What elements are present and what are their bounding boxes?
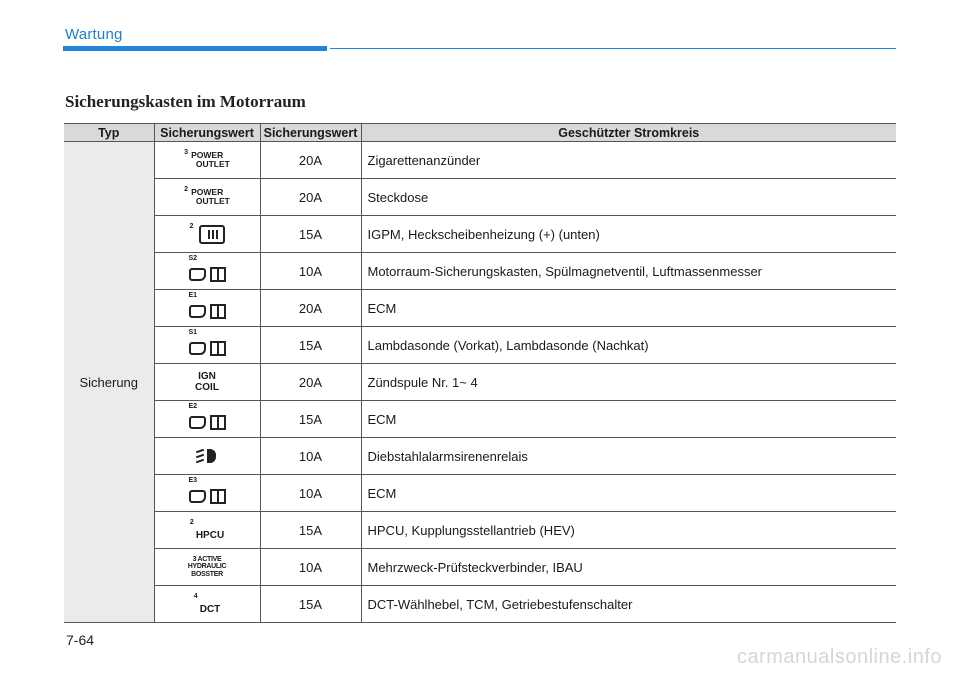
protected-circuit: Diebstahlalarmsirenenrelais [361,438,896,475]
fuse-symbol-cell [154,142,260,179]
fuse-symbol-cell [154,401,260,438]
column-header-fuse-symbol: Sicherungswert [154,124,260,142]
page-heading: Sicherungskasten im Motorraum [65,92,306,111]
protected-circuit: ECM [361,290,896,327]
fuse-symbol-cell [154,475,260,512]
fuse-rating: 20A [260,179,361,216]
protected-circuit: DCT-Wählhebel, TCM, Getriebestufenschalter [361,586,896,623]
table-row [64,290,896,327]
page-number: 7-64 [66,632,95,648]
fuse-symbol-cell [154,179,260,216]
fuse-symbol-cell [154,586,260,623]
protected-circuit: Lambdasonde (Vorkat), Lambdasonde (Nachkat) [361,327,896,364]
fuse-symbol-cell [154,438,260,475]
protected-circuit: Zündspule Nr. 1~ 4 [361,364,896,401]
engine-book-icon: S2 [189,260,226,282]
section-title: Wartung [65,26,123,43]
table-header-row [64,124,896,142]
fuse-symbol-cell [154,327,260,364]
power-outlet-icon: 3 POWER OUTLET [184,148,230,169]
fuse-rating: 10A [260,438,361,475]
fuse-rating: 15A [260,327,361,364]
alarm-horn-icon [196,446,218,466]
protected-circuit: ECM [361,401,896,438]
fuse-symbol-cell [154,253,260,290]
table-row [64,253,896,290]
fuse-rating: 15A [260,586,361,623]
hpcu-icon: 2 HPCU [189,518,225,541]
column-header-type: Typ [64,124,154,142]
fuse-rating: 20A [260,142,361,179]
protected-circuit: Steckdose [361,179,896,216]
protected-circuit: Mehrzweck-Prüfsteckverbinder, IBAU [361,549,896,586]
protected-circuit: HPCU, Kupplungsstellantrieb (HEV) [361,512,896,549]
fuse-table [64,123,896,623]
engine-book-icon: S1 [189,334,226,356]
engine-book-icon: E2 [189,408,226,430]
fuse-rating: 20A [260,364,361,401]
watermark: carmanualsonline.info [736,646,942,668]
table-row [64,512,896,549]
fuse-symbol-cell [154,216,260,253]
section-rule [330,48,896,49]
table-row [64,327,896,364]
fuse-rating: 15A [260,512,361,549]
dct-icon: 4 DCT [193,592,221,615]
engine-book-icon: E1 [189,297,226,319]
fuse-symbol-cell [154,512,260,549]
fuse-rating: 15A [260,216,361,253]
fuse-symbol-cell [154,549,260,586]
fuse-rating: 10A [260,253,361,290]
ign-coil-icon: IGN COIL [195,371,219,393]
protected-circuit: Zigarettenanzünder [361,142,896,179]
type-cell: Sicherung [64,142,154,623]
table-row [64,364,896,401]
fuse-symbol-cell [154,290,260,327]
table-row [64,401,896,438]
table-row [64,549,896,586]
table-row [64,586,896,623]
table-row [64,475,896,512]
column-header-fuse-rating: Sicherungswert [260,124,361,142]
fuse-rating: 10A [260,549,361,586]
protected-circuit: Motorraum-Sicherungskasten, Spülmagnetventil, Luftmassenmesser [361,253,896,290]
fuse-rating: 10A [260,475,361,512]
fuse-rating: 15A [260,401,361,438]
table-row [64,179,896,216]
section-bar [63,46,327,51]
active-hydraulic-booster-icon: 3 ACTIVE HYDRAULIC BOSSTER [187,555,227,578]
rear-defrost-icon: 2 [190,225,225,244]
protected-circuit: IGPM, Heckscheibenheizung (+) (unten) [361,216,896,253]
fuse-symbol-cell [154,364,260,401]
power-outlet-icon: 2 POWER OUTLET [184,185,230,206]
engine-book-icon: E3 [189,482,226,504]
table-row [64,142,896,179]
protected-circuit: ECM [361,475,896,512]
table-row [64,438,896,475]
column-header-circuit: Geschützter Stromkreis [361,124,896,142]
table-row [64,216,896,253]
fuse-rating: 20A [260,290,361,327]
